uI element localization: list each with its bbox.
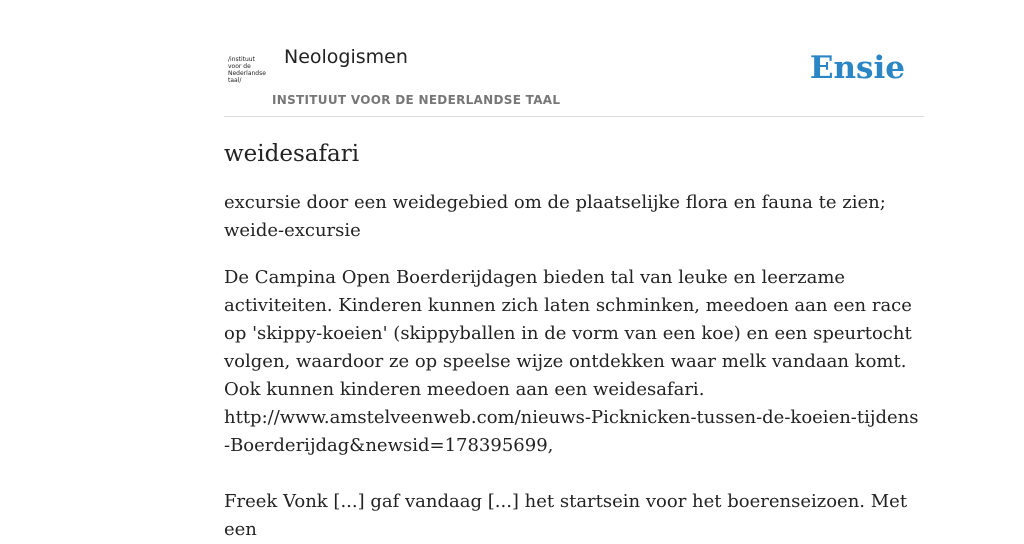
entry-example-2: Freek Vonk [...] gaf vandaag [...] het startsein voor het boerenseizoen. Met een [224,491,908,540]
entry-content [224,138,924,544]
logo-line: voor de [228,63,251,70]
institute-logo[interactable] [228,56,270,90]
page-header [224,0,924,117]
example-text: De Campina Open Boerderijdagen bieden tal van leuke en leerzame activiteiten. Kinderen kunnen zich laten schminken, meedoen aan een race op 'skippy-koeien' (skippyballen in de vorm van een koe) en een speurtocht volgen, waardoor ze op speelse wijze ontdekken waar melk vandaan komt. Ook kunnen kinderen meedoen aan een weidesafari. [224,267,912,400]
example-source-url: http://www.amstelveenweb.com/nieuws-Picknicken-tussen-de-koeien-tijdens-Boerderijdag&newsid=178395699, [224,407,919,456]
source-subtitle: INSTITUUT VOOR DE NEDERLANDSE TAAL [272,93,561,107]
logo-line: /instituut [228,56,255,63]
entry-headword: weidesafari [224,141,360,167]
entry-example [224,264,924,460]
source-title[interactable]: Neologismen [284,46,408,68]
logo-line: taal/ [228,77,242,84]
logo-line: Nederlandse [228,70,266,77]
entry-definition: excursie door een weidegebied om de plaatselijke flora en fauna te zien; weide-excursie [224,192,886,241]
ensie-logo-link[interactable]: Ensie [809,50,905,86]
